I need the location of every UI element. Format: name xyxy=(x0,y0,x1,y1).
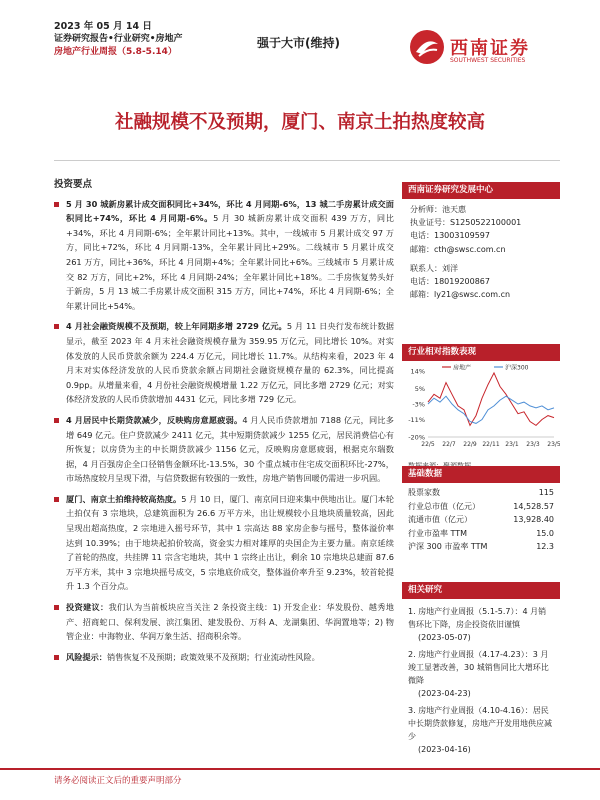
section-heading: 投资要点 xyxy=(54,179,93,190)
series-line-property xyxy=(428,373,554,426)
related-title: 房地产行业周报（4.10-4.16）：居民中长期贷款修复，房地产开发用地供应减少 xyxy=(408,706,552,741)
basic-data-heading: 基础数据 xyxy=(402,466,560,483)
bullet-paragraph xyxy=(54,492,394,594)
related-number: 3. xyxy=(408,706,416,715)
basic-label: 股票家数 xyxy=(408,488,440,497)
basic-label: 沪深 300 市盈率 TTM xyxy=(408,542,488,551)
related-number: 2. xyxy=(408,650,416,659)
performance-heading: 行业相对指数表现 xyxy=(402,344,560,361)
table-row xyxy=(402,486,560,500)
basic-data-box xyxy=(402,466,560,554)
report-header xyxy=(54,20,183,59)
paragraph-body: 5 月 30 城新房累计成交面积 439 万方，同比+34%，环比 4 月同期-6%；全年累计同比+13%。其中，一线城市 5 月累计成交 97 万方，同比+72%，环比 4 月同期-13%，全年累计同比+29%。二线城市 5 月累计成交 261 万方，同比+36%，环比 4 月同期+4%；全年累计同比+6%。三线城市 5 月累计成交 82 万方，同比+2%，环比 4 月同期-24%；全年累计同比+18%。二手房恢复势头好于新房，5 月 13 城二手房累计成交面积 315 万方，同比+74%，环比 4 月同期-6%；全年累计同比+54%。 xyxy=(66,213,394,311)
paragraph-lead: 投资建议： xyxy=(66,602,109,613)
x-tick-label: 23/5 xyxy=(547,441,560,448)
paragraph-body: 5 月 11 日央行发布统计数据显示，截至 2023 年 4 月末社会融资规模存量为 359.95 万亿元，同比增长 10%。对实体发放的人民币贷款余额为 224.4 万亿元，同比增长 11.7%。从结构来看，2023 年 4 月末对实体经济发放的人民币贷款余额占同期社会融资规模存量的 62.3%，同比提高 0.9pp。从增量来看，4 月份社会融资规模增量 1.22 万亿元，同比多增 2729 亿元；对实体经济发放的人民币贷款增加 4431 亿元，同比多增 729 亿元。 xyxy=(66,321,394,405)
related-research-box xyxy=(402,582,560,760)
footer-divider xyxy=(0,768,600,770)
y-tick-label: -3% xyxy=(412,400,425,409)
y-tick-label: -11% xyxy=(408,416,425,425)
bullet-paragraph xyxy=(54,413,394,486)
bullet-paragraph xyxy=(54,650,394,665)
analyst-line: 电话：13003109597 xyxy=(410,231,490,241)
page-title: 社融规模不及预期，厦门、南京土拍热度较高 xyxy=(114,112,485,133)
y-tick-label: -20% xyxy=(408,433,425,442)
x-tick-label: 22/5 xyxy=(421,441,435,448)
related-date: (2023-04-16) xyxy=(418,745,471,754)
bullet-square-icon xyxy=(54,655,59,660)
related-number: 1. xyxy=(408,607,416,616)
basic-value: 12.3 xyxy=(536,542,554,551)
related-date: (2023-05-07) xyxy=(418,633,471,642)
paragraph-lead: 风险提示： xyxy=(66,651,107,662)
x-tick-label: 22/11 xyxy=(482,441,500,448)
paragraph-lead: 4 月居民中长期贷款减少，反映购房意愿疲弱。 xyxy=(66,414,243,425)
analyst-box xyxy=(402,182,560,305)
related-title: 房地产行业周报（5.1-5.7）：4 月销售环比下降，房企投资依旧谨慎 xyxy=(408,607,547,629)
logo-subtext: SOUTHWEST SECURITIES xyxy=(450,57,526,64)
related-report-link[interactable] xyxy=(408,605,554,644)
paragraph-lead: 厦门、南京土拍维持较高热度。 xyxy=(66,493,182,504)
related-report-link[interactable] xyxy=(408,648,554,700)
basic-label: 行业总市值（亿元） xyxy=(408,501,480,511)
analyst-line: 分析师：池天惠 xyxy=(410,205,466,214)
basic-data-table xyxy=(402,486,560,554)
basic-label: 流通市值（亿元） xyxy=(408,515,472,524)
series-line-csi300 xyxy=(428,396,554,423)
bullet-square-icon xyxy=(54,324,59,329)
related-date: (2023-04-23) xyxy=(418,689,471,698)
basic-value: 14,528.57 xyxy=(513,501,554,511)
x-tick-label: 22/7 xyxy=(442,441,456,448)
rating: 强于大市(维持) xyxy=(257,36,340,50)
bullet-paragraph xyxy=(54,319,394,407)
company-logo xyxy=(410,30,560,70)
paragraph-body: 4 月人民币贷款增加 7188 亿元，同比多增 649 亿元。住户贷款减少 2411 亿元，其中短期贷款减少 1255 亿元，居民消费信心有所恢复；以房贷为主的中长期贷款减少 1156 亿元，反映购房意愿疲弱，根据克尔瑞数据，4 月百强房企全口径销售金额环比-13.5%，30 个重点城市住宅成交面积环比-27%，市场热度较月呈现下滑，与信贷数据有较强的一致性，房地产销售回暖仍需进一步巩固。 xyxy=(66,414,394,484)
legend-label: 沪深300 xyxy=(505,364,529,372)
legend-label: 房地产 xyxy=(453,364,472,372)
basic-value: 115 xyxy=(538,488,554,497)
bullet-square-icon xyxy=(54,202,59,207)
performance-chart xyxy=(402,361,560,457)
paragraph-body: 销售恢复不及预期；政策效果不及预期；行业流动性风险。 xyxy=(106,651,320,662)
basic-value: 15.0 xyxy=(536,528,554,538)
basic-value: 13,928.40 xyxy=(513,515,554,524)
analyst-line: 电话：18019200867 xyxy=(410,277,490,287)
paragraph-body: 5 月 10 日，厦门、南京同日迎来集中供地出让。厦门本轮土拍仅有 3 宗地块，总建筑面积为 26.6 万平方米，出让规模较小且地块质量较高，因此呈现出超高热度，2 宗地进入摇号环节，其中 1 宗高达 88 家房企参与摇号，整体溢价率达到 10.39%；由于地块起拍价较高，资金实力相对雄厚的央国企为主要力量。南京延续了首轮的热度，共挂牌 11 宗含宅地块，其中 1 宗终止出让，剩余 10 宗地块总建面 87.6 万平方米，其中 3 宗地块摇号成交，5 宗地底价成交，整体溢价率升至 9.23%，较首轮提升 1.3 个百分点。 xyxy=(66,493,394,592)
x-tick-label: 23/1 xyxy=(505,441,519,448)
x-tick-label: 22/9 xyxy=(463,441,477,448)
table-row xyxy=(402,513,560,527)
report-date: 2023 年 05 月 14 日 xyxy=(54,21,152,32)
analyst-line: 邮箱：ly21@swsc.com.cn xyxy=(410,290,511,300)
analyst-line: 执业证号：S1250522100001 xyxy=(410,218,522,228)
related-report-link[interactable] xyxy=(408,704,554,756)
chart-svg xyxy=(402,361,560,457)
table-row xyxy=(402,540,560,554)
table-row xyxy=(402,527,560,541)
bullet-square-icon xyxy=(54,497,59,502)
report-category: 证券研究报告•行业研究•房地产 xyxy=(54,34,183,44)
bullet-paragraph xyxy=(54,197,394,314)
performance-box xyxy=(402,344,560,471)
report-weekly: 房地产行业周报（5.8-5.14） xyxy=(54,47,177,57)
bullet-square-icon xyxy=(54,605,59,610)
bullet-square-icon xyxy=(54,418,59,423)
analyst-line: 联系人：刘洋 xyxy=(410,263,458,273)
logo-text: 西南证券 xyxy=(450,38,530,59)
related-title: 房地产行业周报（4.17-4.23）：3 月竣工显著改善，30 城销售同比大增环比微降 xyxy=(408,650,549,685)
footer-disclaimer: 请务必阅读正文后的重要声明部分 xyxy=(54,776,182,786)
analyst-line: 邮箱：cth@swsc.com.cn xyxy=(410,244,506,254)
divider xyxy=(54,160,560,161)
bullet-paragraph xyxy=(54,600,394,644)
paragraph-lead: 5 月 30 城新房累计成交面积同比+34%，环比 4 月同期-6%，13 城二手房累计成交面积同比+74%，环比 4 月同期-6%。 xyxy=(66,198,394,224)
analyst-heading: 西南证券研究发展中心 xyxy=(402,182,560,199)
paragraph-body: 我们认为当前板块应当关注 2 条投资主线：1) 开发企业：华发股份、越秀地产、招商蛇口、保利发展、滨江集团、建发股份、万科 A、龙湖集团、华润置地等；2) 物管企业：中海物业、华润万象生活、招商积余等。 xyxy=(66,602,394,642)
table-row xyxy=(402,500,560,514)
investment-points xyxy=(54,178,394,670)
related-heading: 相关研究 xyxy=(402,582,560,599)
x-tick-label: 23/3 xyxy=(526,441,540,448)
basic-label: 行业市盈率 TTM xyxy=(408,528,468,538)
logo-mark-icon xyxy=(410,30,444,64)
y-tick-label: 14% xyxy=(410,367,425,376)
y-tick-label: 5% xyxy=(414,384,425,393)
paragraph-lead: 4 月社会融资规模不及预期，较上年同期多增 2729 亿元。 xyxy=(66,321,287,332)
